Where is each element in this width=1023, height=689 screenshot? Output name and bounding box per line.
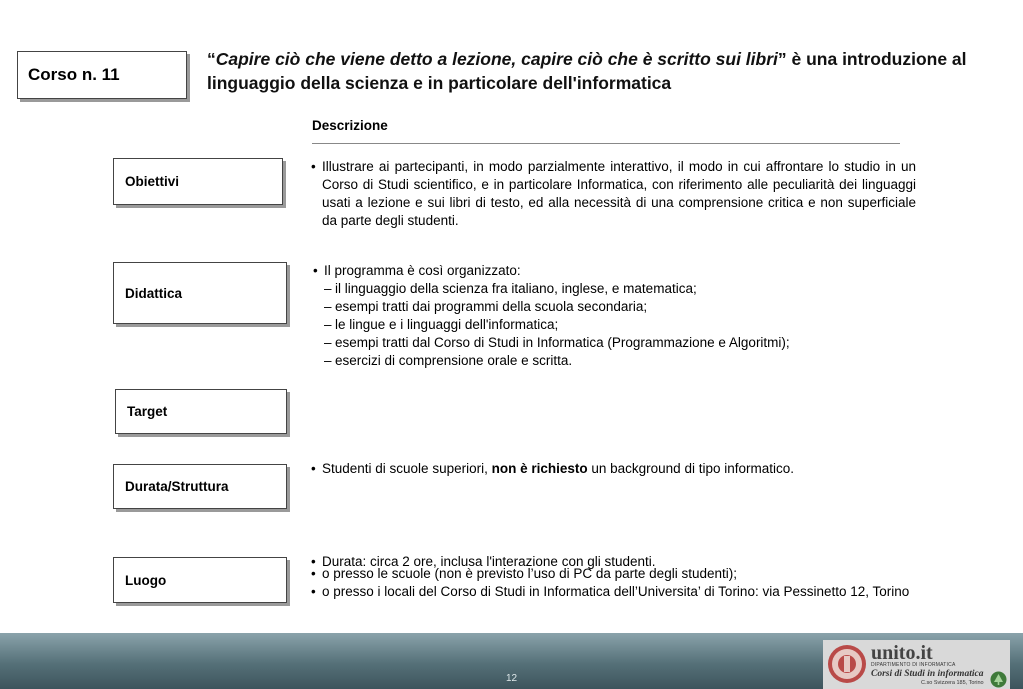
didattica-intro: • Il programma è così organizzato: (313, 262, 913, 280)
description-divider (312, 143, 900, 144)
title-italic: Capire ciò che viene detto a lezione, capire ciò che è scritto sui libri (215, 49, 778, 69)
obiettivi-label-box (113, 158, 283, 205)
university-logo (823, 640, 1010, 689)
target-label: Target (127, 404, 168, 419)
didattica-content (313, 262, 913, 370)
description-heading: Descrizione (312, 118, 388, 133)
title-open-quote: “ (207, 49, 216, 69)
didattica-label: Didattica (125, 285, 183, 301)
logo-department: DIPARTIMENTO DI INFORMATICA (871, 662, 956, 668)
luogo-label: Luogo (125, 572, 167, 588)
target-text (311, 460, 922, 478)
logo-address: C.so Svizzera 185, Torino (921, 680, 984, 686)
didattica-item: – il linguaggio della scienza fra italiano, inglese, e matematica; (313, 280, 913, 298)
course-number-box (17, 51, 187, 99)
luogo-item: • o presso le scuole (non è previsto l’uso di PC da parte degli studenti); (311, 565, 914, 583)
didattica-label-box (113, 262, 287, 324)
didattica-item: – esempi tratti dai programmi della scuola secondaria; (313, 298, 913, 316)
durata-text: • Durata: circa 2 ore, inclusa l'interazione con gli studenti. (311, 553, 922, 571)
obiettivi-text: • Illustrare ai partecipanti, in modo parzialmente interattivo, il modo in cui affrontare lo studio in un Corso di Studi scientifico, e in particolare Informatica, con riferimento alle peculiarità dei linguaggi usati a lezione e sui libri di testo, ed alla necessità di una comprensione critica e non superficiale da parte degli studenti. (311, 158, 916, 230)
luogo-content (311, 565, 914, 601)
target-text-start: Studenti di scuole superiori, (322, 461, 492, 476)
logo-brand: unito.it (871, 642, 933, 664)
tree-icon (990, 671, 1007, 688)
title-close-quote: ” (777, 49, 787, 69)
university-seal-icon (827, 644, 867, 684)
logo-corsi: Corsi di Studi in informatica (871, 669, 984, 679)
target-label-box (115, 389, 287, 434)
durata-label: Durata/Struttura (125, 479, 229, 494)
page-number: 12 (505, 673, 518, 684)
page-title (207, 47, 997, 95)
target-text-end: un background di tipo informatico. (587, 461, 794, 476)
durata-label-box (113, 464, 287, 509)
obiettivi-label: Obiettivi (125, 174, 180, 189)
luogo-label-box (113, 557, 287, 603)
didattica-item: – le lingue e i linguaggi dell'informatica; (313, 316, 913, 334)
didattica-item: – esercizi di comprensione orale e scritta. (313, 352, 913, 370)
didattica-item: – esempi tratti dal Corso di Studi in Informatica (Programmazione e Algoritmi); (313, 334, 913, 352)
course-number: Corso n. 11 (28, 65, 120, 84)
title-rest: è una introduzione al linguaggio della scienza e in particolare dell'informatica (207, 49, 967, 93)
target-text-bold: non è richiesto (491, 461, 588, 476)
luogo-item: • o presso i locali del Corso di Studi in Informatica dell’Universita’ di Torino: via Pessinetto 12, Torino (311, 583, 914, 601)
